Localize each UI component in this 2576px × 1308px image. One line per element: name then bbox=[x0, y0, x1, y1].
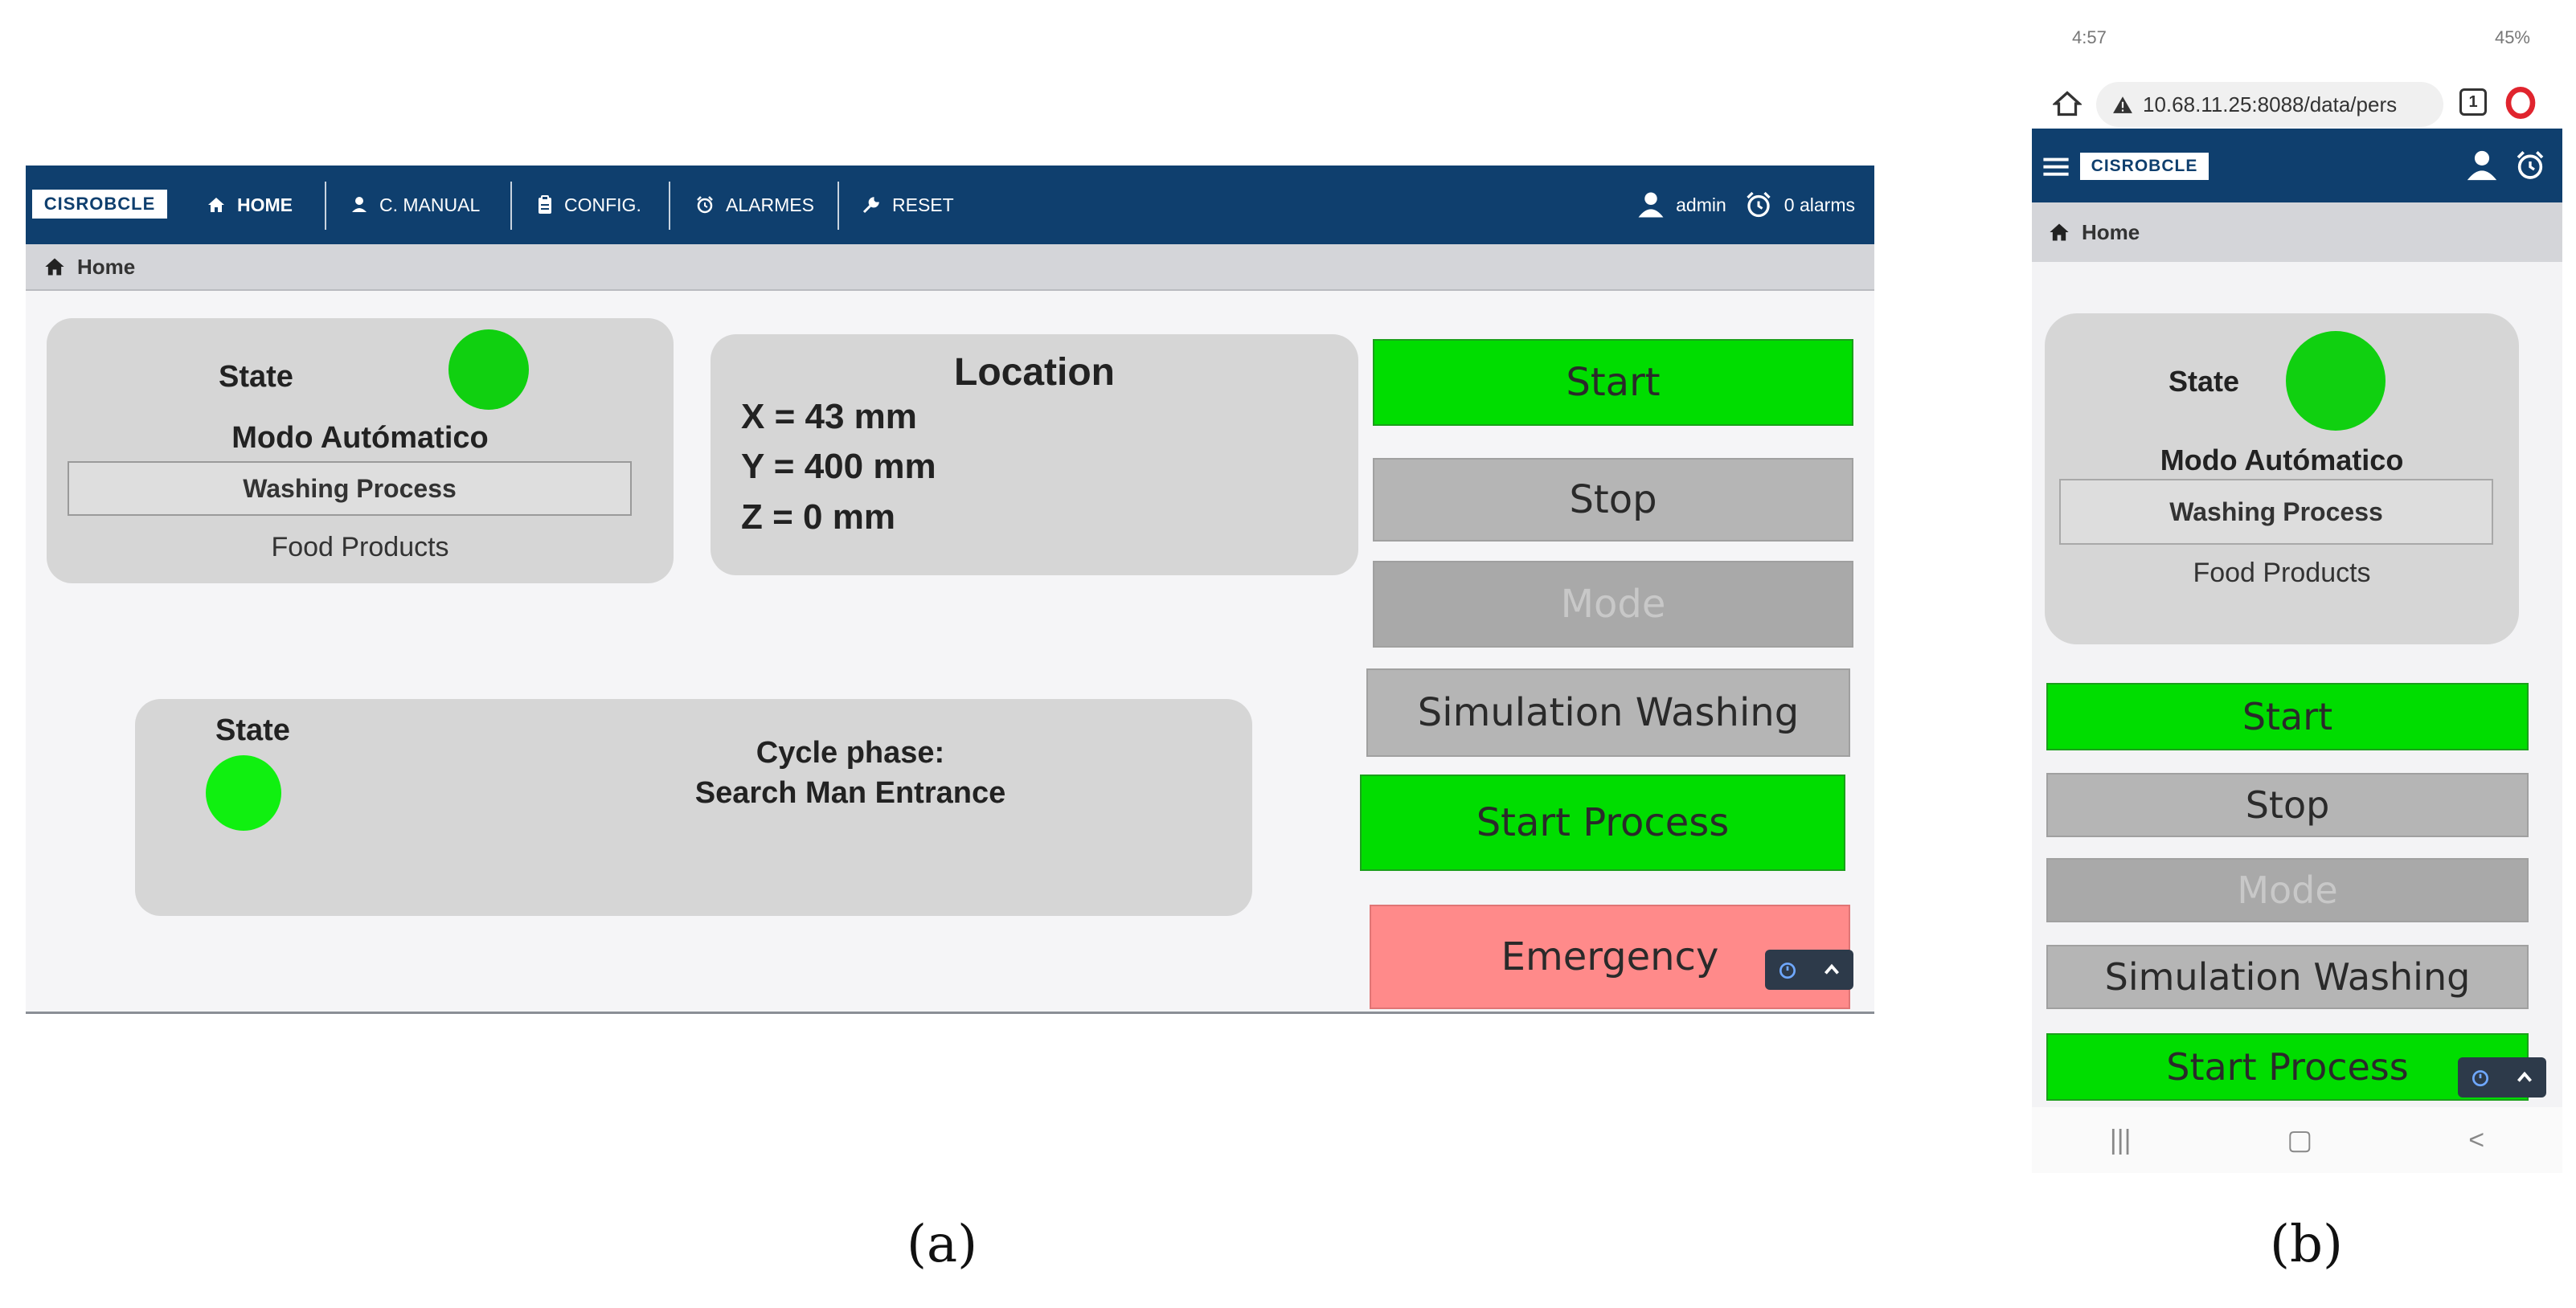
user-icon[interactable] bbox=[2466, 149, 2498, 182]
nav-divider bbox=[669, 182, 670, 230]
product-label: Food Products bbox=[2193, 558, 2371, 588]
breadcrumb-home[interactable]: Home bbox=[77, 254, 136, 279]
cycle-phase-value: Search Man Entrance bbox=[694, 776, 1006, 810]
state-card bbox=[47, 318, 674, 583]
stop-button[interactable]: Stop bbox=[2046, 773, 2529, 837]
home-icon bbox=[43, 256, 66, 277]
mode-label: Modo Autómatico bbox=[2160, 443, 2404, 476]
breadcrumb bbox=[2032, 202, 2562, 262]
clipboard-icon bbox=[537, 195, 553, 215]
home-icon bbox=[2048, 222, 2070, 243]
start-button[interactable]: Start bbox=[1373, 339, 1853, 426]
desktop-screen bbox=[26, 166, 1874, 1014]
location-x: X = 43 mm bbox=[741, 397, 917, 436]
nav-home-label: HOME bbox=[237, 194, 293, 215]
url-text: 10.68.11.25:8088/data/pers bbox=[2143, 92, 2398, 116]
top-nav-bar bbox=[26, 166, 1874, 244]
home-icon bbox=[207, 196, 226, 214]
state-indicator bbox=[2286, 331, 2386, 431]
url-field[interactable] bbox=[2096, 82, 2443, 127]
recent-apps-button[interactable]: ||| bbox=[2109, 1124, 2132, 1155]
state-label: State bbox=[2169, 365, 2240, 398]
nav-divider bbox=[838, 182, 839, 230]
breadcrumb bbox=[26, 244, 1874, 291]
alarm-clock-icon[interactable] bbox=[2514, 149, 2546, 182]
dev-tools-toggle[interactable] bbox=[1765, 950, 1853, 990]
stop-button[interactable]: Stop bbox=[1373, 458, 1853, 542]
mobile-content bbox=[2032, 262, 2562, 1107]
mode-button[interactable]: Mode bbox=[2046, 858, 2529, 922]
nav-manual[interactable] bbox=[350, 166, 480, 244]
logo: CISROBCLE bbox=[32, 190, 167, 219]
timer-icon[interactable] bbox=[1765, 950, 1809, 990]
cycle-phase-label: Cycle phase: bbox=[756, 736, 945, 770]
caption-b: (b) bbox=[2270, 1215, 2343, 1274]
mobile-screen bbox=[2032, 16, 2562, 1173]
dev-tools-toggle[interactable] bbox=[2458, 1057, 2546, 1097]
state-label: State bbox=[219, 360, 293, 394]
hamburger-menu-icon[interactable] bbox=[2043, 156, 2069, 177]
nav-config-label: CONFIG. bbox=[564, 194, 641, 215]
caption-a: (a) bbox=[907, 1215, 978, 1274]
nav-divider bbox=[510, 182, 512, 230]
nav-alarms-label: ALARMES bbox=[726, 194, 814, 215]
product-label: Food Products bbox=[271, 532, 449, 562]
breadcrumb-home[interactable]: Home bbox=[2082, 219, 2140, 244]
opera-icon[interactable] bbox=[2504, 87, 2537, 119]
location-card bbox=[711, 334, 1358, 575]
alarm-clock-icon[interactable] bbox=[1744, 190, 1773, 219]
username[interactable]: admin bbox=[1676, 194, 1726, 215]
user-area bbox=[1637, 166, 1855, 244]
process-field: Washing Process bbox=[68, 461, 632, 516]
user-icon bbox=[350, 196, 368, 214]
chevron-up-icon[interactable] bbox=[2502, 1057, 2546, 1097]
system-nav-bar bbox=[2032, 1107, 2562, 1173]
app-bar bbox=[2032, 129, 2562, 202]
alarm-count[interactable]: 0 alarms bbox=[1784, 194, 1855, 215]
clock: 4:57 bbox=[2072, 27, 2107, 47]
timer-icon[interactable] bbox=[2458, 1057, 2502, 1097]
state-indicator bbox=[448, 329, 529, 410]
nav-alarms[interactable] bbox=[695, 166, 814, 244]
mode-button[interactable]: Mode bbox=[1373, 561, 1853, 648]
cycle-state-label: State bbox=[215, 713, 290, 747]
logo: CISROBCLE bbox=[2080, 153, 2209, 180]
user-icon[interactable] bbox=[1637, 191, 1665, 219]
state-card bbox=[2045, 313, 2519, 644]
home-button[interactable]: ▢ bbox=[2287, 1125, 2313, 1155]
chevron-up-icon[interactable] bbox=[1809, 950, 1853, 990]
home-icon[interactable] bbox=[2053, 90, 2082, 117]
location-z: Z = 0 mm bbox=[741, 497, 895, 537]
location-title: Location bbox=[954, 351, 1115, 394]
nav-divider bbox=[325, 182, 326, 230]
battery-status: 45% bbox=[2494, 27, 2530, 47]
warning-icon bbox=[2112, 95, 2133, 114]
wrench-icon bbox=[862, 195, 881, 215]
back-button[interactable]: < bbox=[2468, 1124, 2485, 1155]
status-bar bbox=[2032, 16, 2562, 67]
start-button[interactable]: Start bbox=[2046, 683, 2529, 750]
start-process-button[interactable]: Start Process bbox=[1360, 775, 1845, 871]
start-process-button[interactable]: Start Process bbox=[2046, 1033, 2529, 1101]
process-field: Washing Process bbox=[2059, 479, 2493, 545]
cycle-card bbox=[135, 699, 1252, 916]
alarm-icon bbox=[695, 195, 715, 215]
nav-reset[interactable] bbox=[862, 166, 954, 244]
emergency-button[interactable]: Emergency bbox=[1370, 905, 1850, 1009]
nav-manual-label: C. MANUAL bbox=[379, 194, 481, 215]
simulation-washing-button[interactable]: Simulation Washing bbox=[1366, 668, 1850, 757]
nav-home[interactable] bbox=[207, 166, 293, 244]
simulation-washing-button[interactable]: Simulation Washing bbox=[2046, 945, 2529, 1009]
tab-count[interactable]: 1 bbox=[2459, 88, 2487, 116]
mode-label: Modo Autómatico bbox=[231, 421, 489, 455]
nav-config[interactable] bbox=[537, 166, 641, 244]
location-y: Y = 400 mm bbox=[741, 447, 936, 486]
nav-reset-label: RESET bbox=[892, 194, 954, 215]
cycle-state-indicator bbox=[206, 755, 281, 831]
